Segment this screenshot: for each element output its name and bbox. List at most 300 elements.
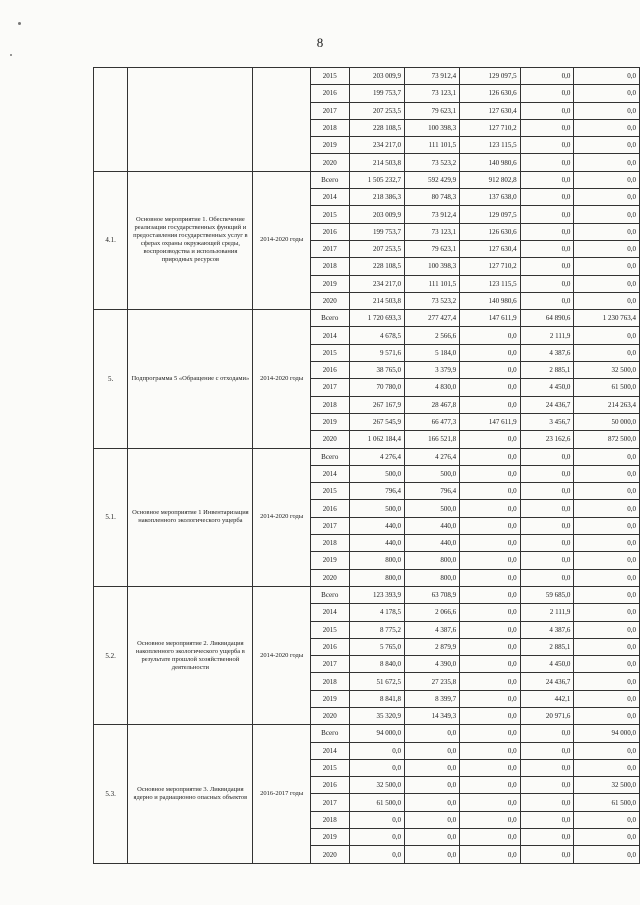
amount-cell: 70 780,0	[349, 379, 405, 396]
year-cell: 2017	[310, 517, 349, 534]
amount-cell: 0,0	[574, 673, 640, 690]
year-cell: 2015	[310, 344, 349, 361]
amount-cell: 80 748,3	[405, 189, 460, 206]
amount-cell: 0,0	[574, 569, 640, 586]
year-cell: 2017	[310, 102, 349, 119]
amount-cell: 0,0	[349, 846, 405, 863]
amount-cell: 214 503,8	[349, 292, 405, 309]
amount-cell: 0,0	[520, 794, 574, 811]
amount-cell: 0,0	[460, 656, 521, 673]
amount-cell: 0,0	[520, 206, 574, 223]
amount-cell: 73 523,2	[405, 154, 460, 171]
amount-cell: 0,0	[574, 846, 640, 863]
amount-cell: 0,0	[405, 794, 460, 811]
amount-cell: 228 108,5	[349, 258, 405, 275]
amount-cell: 0,0	[405, 846, 460, 863]
amount-cell: 8 841,8	[349, 690, 405, 707]
amount-cell: 0,0	[574, 483, 640, 500]
amount-cell: 796,4	[405, 483, 460, 500]
amount-cell: 872 500,0	[574, 431, 640, 448]
amount-cell: 4 450,0	[520, 656, 574, 673]
amount-cell: 0,0	[520, 102, 574, 119]
amount-cell: 0,0	[520, 292, 574, 309]
amount-cell: 440,0	[405, 517, 460, 534]
period-cell: 2014-2020 годы	[253, 586, 311, 724]
year-cell: 2018	[310, 673, 349, 690]
amount-cell: 0,0	[520, 240, 574, 257]
amount-cell: 4 276,4	[405, 448, 460, 465]
amount-cell: 127 710,2	[460, 258, 521, 275]
amount-cell: 0,0	[520, 465, 574, 482]
amount-cell: 94 000,0	[574, 725, 640, 742]
amount-cell: 0,0	[460, 362, 521, 379]
amount-cell: 4 390,0	[405, 656, 460, 673]
row-number-cell: 5.2.	[94, 586, 128, 724]
amount-cell: 440,0	[349, 517, 405, 534]
amount-cell: 0,0	[460, 777, 521, 794]
amount-cell: 1 062 184,4	[349, 431, 405, 448]
amount-cell: 0,0	[460, 725, 521, 742]
period-cell: 2014-2020 годы	[253, 310, 311, 448]
amount-cell: 500,0	[349, 500, 405, 517]
amount-cell: 127 630,4	[460, 240, 521, 257]
amount-cell: 166 521,8	[405, 431, 460, 448]
amount-cell: 73 912,4	[405, 206, 460, 223]
amount-cell: 0,0	[574, 171, 640, 188]
amount-cell: 4 387,6	[405, 621, 460, 638]
amount-cell: 0,0	[460, 604, 521, 621]
amount-cell: 123 115,5	[460, 137, 521, 154]
amount-cell: 0,0	[520, 725, 574, 742]
year-cell: 2019	[310, 690, 349, 707]
amount-cell: 0,0	[574, 829, 640, 846]
amount-cell: 0,0	[460, 846, 521, 863]
amount-cell: 126 630,6	[460, 223, 521, 240]
year-cell: 2014	[310, 189, 349, 206]
amount-cell: 4 178,5	[349, 604, 405, 621]
period-cell	[253, 68, 311, 172]
amount-cell: 0,0	[574, 552, 640, 569]
amount-cell: 199 753,7	[349, 223, 405, 240]
year-cell: Всего	[310, 171, 349, 188]
row-number-cell: 5.	[94, 310, 128, 448]
amount-cell: 61 500,0	[349, 794, 405, 811]
amount-cell: 0,0	[574, 223, 640, 240]
scan-speck	[10, 54, 12, 56]
amount-cell: 126 630,6	[460, 85, 521, 102]
amount-cell: 0,0	[349, 829, 405, 846]
amount-cell: 0,0	[520, 759, 574, 776]
amount-cell: 0,0	[574, 690, 640, 707]
amount-cell: 127 710,2	[460, 119, 521, 136]
amount-cell: 129 097,5	[460, 206, 521, 223]
amount-cell: 59 685,0	[520, 586, 574, 603]
period-cell: 2014-2020 годы	[253, 171, 311, 309]
year-cell: 2015	[310, 68, 349, 85]
year-cell: 2019	[310, 413, 349, 430]
year-cell: 2016	[310, 777, 349, 794]
amount-cell: 0,0	[520, 448, 574, 465]
period-cell: 2014-2020 годы	[253, 448, 311, 586]
amount-cell: 214 263,4	[574, 396, 640, 413]
amount-cell: 0,0	[520, 189, 574, 206]
amount-cell: 218 386,3	[349, 189, 405, 206]
amount-cell: 94 000,0	[349, 725, 405, 742]
period-cell: 2016-2017 годы	[253, 725, 311, 863]
measure-name-cell: Основное мероприятие 2. Ликвидация накопленного экологического ущерба в результате прошлой хозяйственной деятельности	[128, 586, 253, 724]
amount-cell: 123 393,9	[349, 586, 405, 603]
amount-cell: 73 912,4	[405, 68, 460, 85]
amount-cell: 440,0	[405, 535, 460, 552]
amount-cell: 0,0	[574, 119, 640, 136]
measure-name-cell: Основное мероприятие 3. Ликвидация ядерно и радиационно опасных объектов	[128, 725, 253, 863]
row-number-cell: 4.1.	[94, 171, 128, 309]
amount-cell: 61 500,0	[574, 379, 640, 396]
amount-cell: 0,0	[574, 258, 640, 275]
amount-cell: 140 980,6	[460, 154, 521, 171]
amount-cell: 0,0	[349, 759, 405, 776]
amount-cell: 0,0	[405, 725, 460, 742]
scan-speck	[18, 22, 21, 25]
year-cell: 2017	[310, 794, 349, 811]
measure-name-cell: Основное мероприятие 1 Инвентаризация накопленного экологического ущерба	[128, 448, 253, 586]
amount-cell: 3 456,7	[520, 413, 574, 430]
measure-name-cell	[128, 68, 253, 172]
year-cell: 2020	[310, 846, 349, 863]
amount-cell: 1 230 763,4	[574, 310, 640, 327]
amount-cell: 234 217,0	[349, 137, 405, 154]
year-cell: 2018	[310, 396, 349, 413]
amount-cell: 24 436,7	[520, 673, 574, 690]
amount-cell: 0,0	[460, 500, 521, 517]
amount-cell: 0,0	[574, 327, 640, 344]
amount-cell: 0,0	[405, 811, 460, 828]
amount-cell: 64 890,6	[520, 310, 574, 327]
table-row	[94, 586, 640, 603]
amount-cell: 0,0	[574, 292, 640, 309]
amount-cell: 228 108,5	[349, 119, 405, 136]
amount-cell: 100 398,3	[405, 119, 460, 136]
amount-cell: 127 630,4	[460, 102, 521, 119]
amount-cell: 0,0	[520, 569, 574, 586]
amount-cell: 79 623,1	[405, 240, 460, 257]
amount-cell: 0,0	[574, 68, 640, 85]
amount-cell: 0,0	[574, 742, 640, 759]
amount-cell: 0,0	[574, 344, 640, 361]
amount-cell: 0,0	[460, 673, 521, 690]
table-row	[94, 68, 640, 85]
amount-cell: 203 009,9	[349, 68, 405, 85]
amount-cell: 0,0	[574, 638, 640, 655]
amount-cell: 0,0	[574, 154, 640, 171]
row-number-cell: 5.3.	[94, 725, 128, 863]
page-number: 8	[316, 35, 324, 50]
amount-cell: 3 379,9	[405, 362, 460, 379]
table-row	[94, 725, 640, 742]
year-cell: 2020	[310, 707, 349, 724]
amount-cell: 0,0	[574, 189, 640, 206]
year-cell: 2016	[310, 85, 349, 102]
amount-cell: 0,0	[574, 517, 640, 534]
amount-cell: 267 545,9	[349, 413, 405, 430]
amount-cell: 0,0	[460, 517, 521, 534]
year-cell: 2017	[310, 656, 349, 673]
amount-cell: 0,0	[460, 811, 521, 828]
amount-cell: 8 399,7	[405, 690, 460, 707]
amount-cell: 2 111,9	[520, 327, 574, 344]
amount-cell: 267 167,9	[349, 396, 405, 413]
amount-cell: 0,0	[460, 707, 521, 724]
year-cell: 2014	[310, 327, 349, 344]
amount-cell: 0,0	[574, 465, 640, 482]
amount-cell: 4 387,6	[520, 621, 574, 638]
year-cell: 2018	[310, 811, 349, 828]
amount-cell: 0,0	[574, 586, 640, 603]
year-cell: 2020	[310, 569, 349, 586]
amount-cell: 277 427,4	[405, 310, 460, 327]
year-cell: 2019	[310, 829, 349, 846]
amount-cell: 0,0	[460, 794, 521, 811]
row-number-cell: 5.1.	[94, 448, 128, 586]
amount-cell: 38 765,0	[349, 362, 405, 379]
amount-cell: 0,0	[460, 535, 521, 552]
amount-cell: 23 162,6	[520, 431, 574, 448]
amount-cell: 2 885,1	[520, 638, 574, 655]
amount-cell: 199 753,7	[349, 85, 405, 102]
amount-cell: 2 879,9	[405, 638, 460, 655]
amount-cell: 0,0	[520, 742, 574, 759]
year-cell: 2014	[310, 465, 349, 482]
amount-cell: 111 101,5	[405, 275, 460, 292]
amount-cell: 207 253,5	[349, 240, 405, 257]
amount-cell: 0,0	[520, 552, 574, 569]
amount-cell: 0,0	[460, 690, 521, 707]
amount-cell: 4 830,0	[405, 379, 460, 396]
amount-cell: 0,0	[460, 465, 521, 482]
measure-name-cell: Подпрограмма 5 «Обращение с отходами»	[128, 310, 253, 448]
amount-cell: 2 885,1	[520, 362, 574, 379]
amount-cell: 0,0	[520, 846, 574, 863]
amount-cell: 35 320,9	[349, 707, 405, 724]
amount-cell: 0,0	[460, 344, 521, 361]
amount-cell: 0,0	[574, 240, 640, 257]
amount-cell: 0,0	[460, 448, 521, 465]
year-cell: Всего	[310, 586, 349, 603]
amount-cell: 0,0	[520, 258, 574, 275]
amount-cell: 800,0	[349, 552, 405, 569]
year-cell: 2016	[310, 638, 349, 655]
amount-cell: 66 477,3	[405, 413, 460, 430]
amount-cell: 2 111,9	[520, 604, 574, 621]
amount-cell: 0,0	[520, 68, 574, 85]
amount-cell: 203 009,9	[349, 206, 405, 223]
amount-cell: 61 500,0	[574, 794, 640, 811]
amount-cell: 0,0	[460, 742, 521, 759]
table-row	[94, 171, 640, 188]
year-cell: 2017	[310, 379, 349, 396]
measure-name-cell: Основное мероприятие 1. Обеспечение реализации государственных функций и предоставления государственных услуг в сферах охраны окружающей среды, воспроизводства и использования природных ресурсов	[128, 171, 253, 309]
amount-cell: 0,0	[460, 327, 521, 344]
amount-cell: 32 500,0	[349, 777, 405, 794]
amount-cell: 0,0	[574, 85, 640, 102]
amount-cell: 123 115,5	[460, 275, 521, 292]
amount-cell: 4 387,6	[520, 344, 574, 361]
year-cell: 2015	[310, 759, 349, 776]
amount-cell: 63 708,9	[405, 586, 460, 603]
year-cell: 2019	[310, 552, 349, 569]
amount-cell: 0,0	[574, 206, 640, 223]
amount-cell: 0,0	[520, 137, 574, 154]
amount-cell: 0,0	[574, 604, 640, 621]
year-cell: 2016	[310, 362, 349, 379]
year-cell: 2016	[310, 500, 349, 517]
amount-cell: 147 611,9	[460, 310, 521, 327]
amount-cell: 111 101,5	[405, 137, 460, 154]
amount-cell: 73 523,2	[405, 292, 460, 309]
table-row	[94, 310, 640, 327]
amount-cell: 0,0	[460, 829, 521, 846]
amount-cell: 0,0	[460, 621, 521, 638]
amount-cell: 0,0	[574, 811, 640, 828]
amount-cell: 800,0	[405, 569, 460, 586]
amount-cell: 0,0	[520, 85, 574, 102]
amount-cell: 214 503,8	[349, 154, 405, 171]
amount-cell: 0,0	[520, 517, 574, 534]
amount-cell: 0,0	[460, 638, 521, 655]
amount-cell: 0,0	[574, 448, 640, 465]
amount-cell: 100 398,3	[405, 258, 460, 275]
amount-cell: 0,0	[574, 621, 640, 638]
amount-cell: 79 623,1	[405, 102, 460, 119]
amount-cell: 0,0	[574, 656, 640, 673]
year-cell: 2015	[310, 483, 349, 500]
amount-cell: 24 436,7	[520, 396, 574, 413]
amount-cell: 0,0	[349, 811, 405, 828]
amount-cell: 0,0	[405, 759, 460, 776]
year-cell: 2017	[310, 240, 349, 257]
amount-cell: 0,0	[574, 535, 640, 552]
amount-cell: 0,0	[460, 569, 521, 586]
amount-cell: 2 566,6	[405, 327, 460, 344]
year-cell: 2018	[310, 535, 349, 552]
amount-cell: 1 505 232,7	[349, 171, 405, 188]
amount-cell: 5 765,0	[349, 638, 405, 655]
amount-cell: 8 840,0	[349, 656, 405, 673]
amount-cell: 0,0	[460, 552, 521, 569]
amount-cell: 0,0	[520, 829, 574, 846]
amount-cell: 0,0	[574, 137, 640, 154]
amount-cell: 0,0	[574, 500, 640, 517]
amount-cell: 796,4	[349, 483, 405, 500]
amount-cell: 0,0	[574, 759, 640, 776]
amount-cell: 4 678,5	[349, 327, 405, 344]
amount-cell: 0,0	[460, 483, 521, 500]
amount-cell: 51 672,5	[349, 673, 405, 690]
amount-cell: 0,0	[349, 742, 405, 759]
amount-cell: 8 775,2	[349, 621, 405, 638]
amount-cell: 800,0	[349, 569, 405, 586]
amount-cell: 500,0	[349, 465, 405, 482]
amount-cell: 27 235,8	[405, 673, 460, 690]
year-cell: 2019	[310, 137, 349, 154]
amount-cell: 500,0	[405, 465, 460, 482]
amount-cell: 0,0	[405, 829, 460, 846]
amount-cell: 0,0	[520, 119, 574, 136]
year-cell: 2018	[310, 258, 349, 275]
amount-cell: 32 500,0	[574, 777, 640, 794]
amount-cell: 0,0	[460, 431, 521, 448]
amount-cell: 1 720 693,3	[349, 310, 405, 327]
amount-cell: 0,0	[460, 396, 521, 413]
amount-cell: 5 184,0	[405, 344, 460, 361]
amount-cell: 32 500,0	[574, 362, 640, 379]
amount-cell: 0,0	[574, 707, 640, 724]
year-cell: 2020	[310, 154, 349, 171]
amount-cell: 442,1	[520, 690, 574, 707]
amount-cell: 0,0	[405, 777, 460, 794]
amount-cell: 0,0	[520, 500, 574, 517]
table-row	[94, 448, 640, 465]
amount-cell: 0,0	[574, 102, 640, 119]
amount-cell: 0,0	[460, 586, 521, 603]
year-cell: 2014	[310, 604, 349, 621]
amount-cell: 140 980,6	[460, 292, 521, 309]
amount-cell: 0,0	[520, 154, 574, 171]
amount-cell: 234 217,0	[349, 275, 405, 292]
year-cell: 2014	[310, 742, 349, 759]
amount-cell: 129 097,5	[460, 68, 521, 85]
amount-cell: 0,0	[520, 275, 574, 292]
amount-cell: 500,0	[405, 500, 460, 517]
year-cell: 2020	[310, 431, 349, 448]
amount-cell: 0,0	[574, 275, 640, 292]
amount-cell: 9 571,6	[349, 344, 405, 361]
amount-cell: 912 802,8	[460, 171, 521, 188]
amount-cell: 0,0	[520, 483, 574, 500]
amount-cell: 2 066,6	[405, 604, 460, 621]
amount-cell: 20 971,6	[520, 707, 574, 724]
amount-cell: 207 253,5	[349, 102, 405, 119]
amount-cell: 14 349,3	[405, 707, 460, 724]
year-cell: Всего	[310, 310, 349, 327]
year-cell: 2019	[310, 275, 349, 292]
year-cell: Всего	[310, 448, 349, 465]
year-cell: 2015	[310, 621, 349, 638]
amount-cell: 0,0	[520, 223, 574, 240]
amount-cell: 440,0	[349, 535, 405, 552]
year-cell: 2018	[310, 119, 349, 136]
year-cell: 2020	[310, 292, 349, 309]
year-cell: 2016	[310, 223, 349, 240]
amount-cell: 28 467,8	[405, 396, 460, 413]
budget-table	[93, 67, 640, 864]
amount-cell: 0,0	[520, 171, 574, 188]
amount-cell: 0,0	[405, 742, 460, 759]
amount-cell: 4 276,4	[349, 448, 405, 465]
amount-cell: 800,0	[405, 552, 460, 569]
year-cell: 2015	[310, 206, 349, 223]
amount-cell: 0,0	[520, 777, 574, 794]
year-cell: Всего	[310, 725, 349, 742]
amount-cell: 4 450,0	[520, 379, 574, 396]
amount-cell: 0,0	[520, 535, 574, 552]
amount-cell: 0,0	[460, 379, 521, 396]
amount-cell: 592 429,9	[405, 171, 460, 188]
amount-cell: 50 000,0	[574, 413, 640, 430]
amount-cell: 0,0	[460, 759, 521, 776]
amount-cell: 147 611,9	[460, 413, 521, 430]
row-number-cell	[94, 68, 128, 172]
